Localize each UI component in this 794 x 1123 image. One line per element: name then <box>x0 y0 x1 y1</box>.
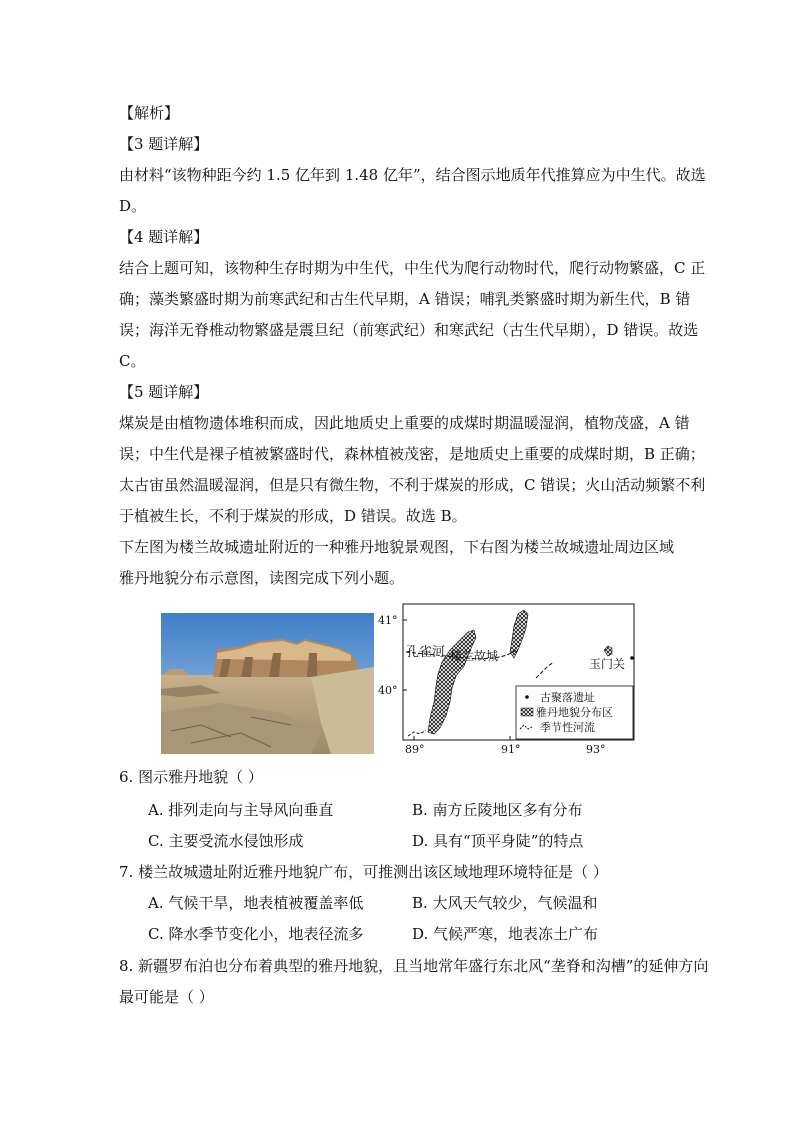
paragraph-line: C。 <box>119 352 146 370</box>
lat-label-40: 40° <box>378 684 398 697</box>
paragraph-line: D。 <box>119 197 147 215</box>
question-6-stem: 6. 图示雅丹地貌（ ） <box>119 768 263 786</box>
paragraph-line: 确；藻类繁盛时期为前寒武纪和古生代早期，A 错误；哺乳类繁盛时期为新生代，B 错 <box>119 290 691 308</box>
intro-line: 雅丹地貌分布示意图，读图完成下列小题。 <box>119 569 405 587</box>
lon-label-91: 91° <box>501 743 521 756</box>
legend-hatch-icon <box>521 708 533 716</box>
yardang-distribution-map <box>376 600 638 760</box>
yardang-landscape-photo <box>161 613 374 754</box>
lon-label-89: 89° <box>405 743 425 756</box>
q6-option-b: B. 南方丘陵地区多有分布 <box>412 801 583 819</box>
question-7-stem: 7. 楼兰故城遗址附近雅丹地貌广布，可推测出该区域地理环境特征是（ ） <box>119 863 608 881</box>
q5-heading: 【5 题详解】 <box>119 383 209 401</box>
q7-option-a: A. 气候干旱，地表植被覆盖率低 <box>148 894 364 912</box>
question-8-stem-cont: 最可能是（ ） <box>119 988 214 1006</box>
paragraph-line: 误；中生代是裸子植被繁盛时代，森林植被茂密，是地质史上重要的成煤时期，B 正确； <box>119 445 705 463</box>
intro-line: 下左图为楼兰故城遗址附近的一种雅丹地貌景观图，下右图为楼兰故城遗址周边区域 <box>119 538 675 556</box>
place-label-kongque-river: 孔雀河 <box>406 645 446 660</box>
q6-option-a: A. 排列走向与主导风向垂直 <box>148 801 334 819</box>
q4-heading: 【4 题详解】 <box>119 228 209 246</box>
legend-item-settlement: 古聚落遗址 <box>540 691 595 704</box>
q6-option-d: D. 具有“顶平身陡”的特点 <box>412 832 584 850</box>
paragraph-line: 太古宙虽然温暖湿润，但是只有微生物，不利于煤炭的形成，C 错误；火山活动频繁不利 <box>119 476 706 494</box>
settlement-dot <box>630 656 634 660</box>
paragraph-line: 于植被生长，不利于煤炭的形成，D 错误。故选 B。 <box>119 507 467 525</box>
section-heading: 【解析】 <box>119 104 180 122</box>
q3-heading: 【3 题详解】 <box>119 135 209 153</box>
paragraph-line: 误；海洋无脊椎动物繁盛是震旦纪（前寒武纪）和寒武纪（古生代早期），D 错误。故选 <box>119 321 699 339</box>
place-label-loulan: 楼兰故城 <box>450 649 499 663</box>
q7-option-b: B. 大风天气较少，气候温和 <box>412 894 598 912</box>
q6-option-c: C. 主要受流水侵蚀形成 <box>148 832 304 850</box>
lat-label-41: 41° <box>378 614 398 627</box>
question-8-stem: 8. 新疆罗布泊也分布着典型的雅丹地貌，且当地常年盛行东北风“垄脊和沟槽”的延伸方向 <box>119 957 709 975</box>
legend-dot-icon <box>525 695 529 699</box>
q7-option-c: C. 降水季节变化小，地表径流多 <box>148 925 364 943</box>
q7-option-d: D. 气候严寒，地表冻土广布 <box>412 925 599 943</box>
legend-item-yardang: 雅丹地貌分布区 <box>536 706 613 719</box>
lon-label-93: 93° <box>586 743 606 756</box>
place-label-yumenguan: 玉门关 <box>589 657 626 671</box>
paragraph-line: 煤炭是由植物遗体堆积而成，因此地质史上重要的成煤时期温暖湿润，植物茂盛，A 错 <box>119 414 690 432</box>
legend-item-river: 季节性河流 <box>540 721 595 734</box>
paragraph-line: 结合上题可知，该物种生存时期为中生代，中生代为爬行动物时代，爬行动物繁盛，C 正 <box>119 259 706 277</box>
paragraph-line: 由材料“该物种距今约 1.5 亿年到 1.48 亿年”，结合图示地质年代推算应为中生代。故选 <box>119 166 706 184</box>
